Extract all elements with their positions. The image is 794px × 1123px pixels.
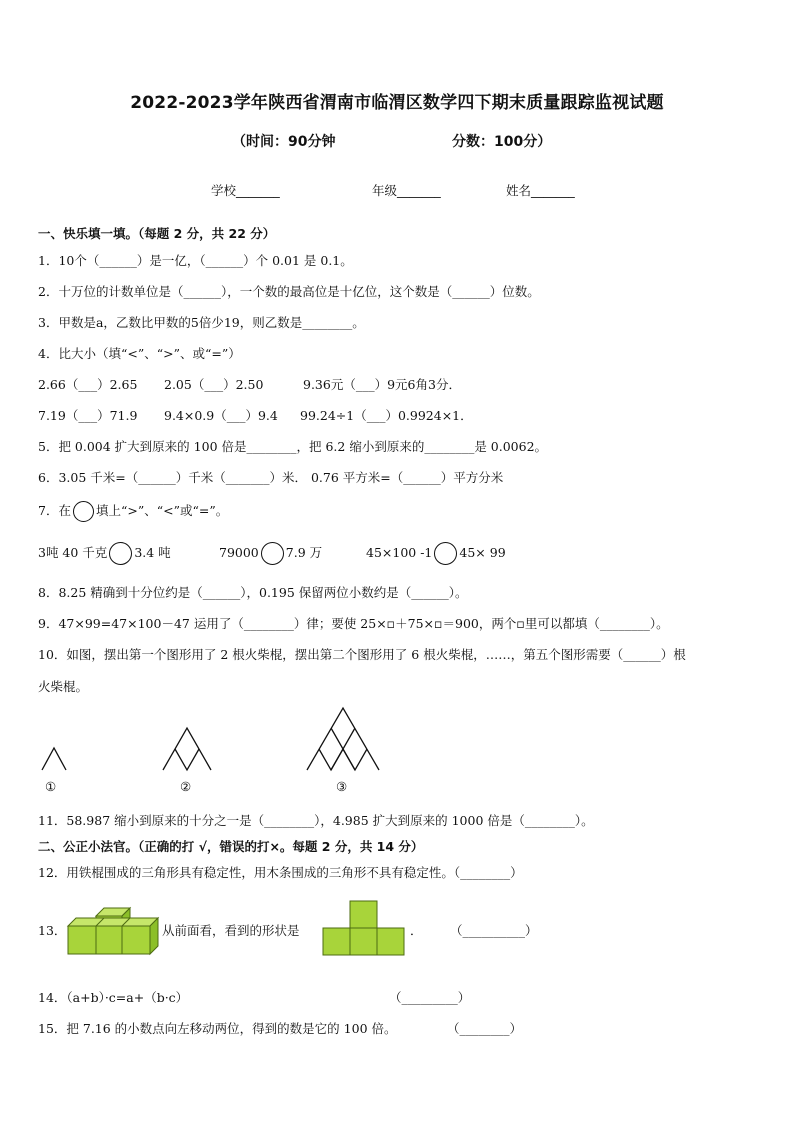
page-title: 2022-2023学年陕西省渭南市临渭区数学四下期末质量跟踪监视试题 xyxy=(130,93,664,113)
name-field: 姓名_______ xyxy=(506,183,575,198)
circle-compare-left: 79000 xyxy=(219,545,259,560)
question-3: 3．甲数是a，乙数比甲数的5倍少19，则乙数是________。 xyxy=(38,315,365,330)
circle-compare-left: 45×100 -1 xyxy=(366,545,433,560)
cube-solid-figure xyxy=(66,906,162,956)
question-15-blank: （________） xyxy=(447,1021,523,1036)
answer-circle xyxy=(73,501,94,522)
compare-item: 2.66（___）2.65 xyxy=(38,377,138,392)
question-15: 15．把 7.16 的小数点向左移动两位，得到的数是它的 100 倍。 xyxy=(38,1021,397,1036)
question-7-stem-b: 填上“>”、“<”或“=”。 xyxy=(95,503,229,518)
compare-item: 2.05（___）2.50 xyxy=(164,377,264,392)
question-7-stem-a: 7．在 xyxy=(38,503,71,518)
question-9: 9．47×99=47×100－47 运用了（________）律；要使 25×▫＋75×▫＝900，两个▫里可以都填（________）。 xyxy=(38,616,669,631)
question-14-blank: （_________） xyxy=(389,990,471,1005)
exam-time: （时间：90分钟 xyxy=(232,134,336,150)
answer-circle xyxy=(261,542,284,565)
question-4-stem: 4．比大小（填“<”、“>”、或“=”） xyxy=(38,346,241,361)
question-10-line-2: 火柴棍。 xyxy=(38,679,89,694)
figure-label-3: ③ xyxy=(336,779,348,794)
circle-compare-right: 3.4 吨 xyxy=(134,545,171,560)
question-1: 1．10个（______）是一亿，（______）个 0.01 是 0.1。 xyxy=(38,253,353,268)
compare-item: 9.4×0.9（___）9.4 xyxy=(164,408,278,423)
question-2: 2．十万位的计数单位是（______），一个数的最高位是十亿位，这个数是（______）位数。 xyxy=(38,284,540,299)
grade-field: 年级_______ xyxy=(372,183,441,198)
exam-score: 分数：100分） xyxy=(452,134,552,150)
answer-circle xyxy=(434,542,457,565)
matchstick-figure-2 xyxy=(163,728,211,770)
compare-item: 99.24÷1（___）0.9924×1． xyxy=(300,408,473,423)
question-13-blank: （__________） xyxy=(450,923,538,938)
question-7-stem xyxy=(38,501,228,522)
circle-compare-left: 3吨 40 千克 xyxy=(38,545,108,560)
circle-compare-right: 45× 99 xyxy=(459,545,506,560)
matchstick-figure-1 xyxy=(42,748,66,770)
circle-compare-item xyxy=(366,542,506,565)
question-6: 6．3.05 千米=（______）千米（_______）米． 0.76 平方米=（______）平方分米 xyxy=(38,470,504,485)
circle-compare-right: 7.9 万 xyxy=(285,545,323,560)
circle-compare-item xyxy=(38,542,171,565)
figure-label-1: ① xyxy=(45,779,57,794)
section-1-heading: 一、快乐填一填。（每题 2 分，共 22 分） xyxy=(38,226,276,241)
section-2-heading: 二、公正小法官。（正确的打 √，错误的打×。每题 2 分，共 14 分） xyxy=(38,839,424,854)
front-view-figure xyxy=(322,900,406,956)
question-13-dot: ． xyxy=(410,923,423,938)
matchstick-figure-3 xyxy=(307,708,379,770)
question-12: 12．用铁棍围成的三角形具有稳定性，用木条围成的三角形不具有稳定性。（________） xyxy=(38,865,523,880)
question-8: 8．8.25 精确到十分位约是（______），0.195 保留两位小数约是（______）。 xyxy=(38,585,468,600)
question-11: 11．58.987 缩小到原来的十分之一是（________），4.985 扩大到原来的 1000 倍是（________）。 xyxy=(38,813,594,828)
answer-circle xyxy=(109,542,132,565)
circle-compare-item xyxy=(219,542,322,565)
school-field: 学校_______ xyxy=(211,183,280,198)
question-13-number: 13． xyxy=(38,923,67,938)
question-5: 5．把 0.004 扩大到原来的 100 倍是________，把 6.2 缩小到原来的________是 0.0062。 xyxy=(38,439,548,454)
compare-item: 7.19（___）71.9 xyxy=(38,408,138,423)
question-10-line-1: 10．如图，摆出第一个图形用了 2 根火柴棍，摆出第二个图形用了 6 根火柴棍，……，第五个图形需要（______）根 xyxy=(38,647,686,662)
compare-item: 9.36元（___）9元6角3分． xyxy=(303,377,461,392)
question-14: 14．（a+b）·c=a+（b·c） xyxy=(38,990,189,1005)
figure-label-2: ② xyxy=(180,779,192,794)
question-13-text: 从前面看，看到的形状是 xyxy=(162,923,300,938)
